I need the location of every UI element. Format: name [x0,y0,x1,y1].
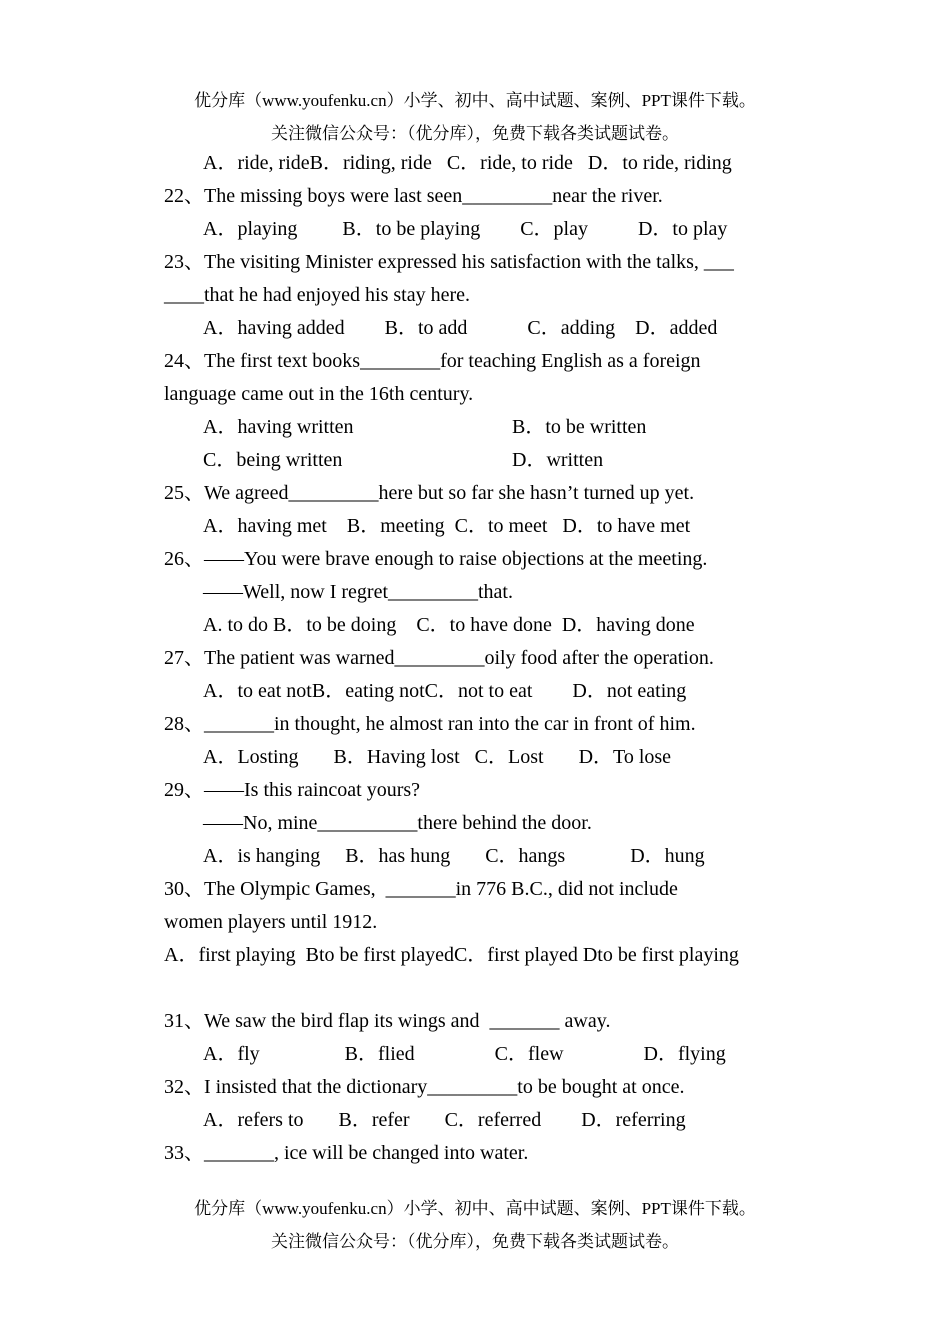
header-line-1: 优分库（www.youfenku.cn）小学、初中、高中试题、案例、PPT课件下载。 [194,91,756,110]
q24-option-c: C．being written [203,449,343,471]
header-line-2: 关注微信公众号：（优分库），免费下载各类试题试卷。 [271,124,679,143]
q24-option-d: D．written [512,449,604,471]
question-content [164,147,804,1170]
q30-stem-line-2: women players until 1912. [164,911,378,933]
q29-options: A．is hanging B．has hung C．hangs D．hung [203,845,705,867]
q28-options: A．Losting B．Having lost C．Lost D．To lose [203,746,672,768]
q24-option-a: A．having written [203,416,354,438]
q23-stem-line-1: 23、The visiting Minister expressed his satisfaction with the talks, ___ [164,251,734,273]
q27-stem: 27、The patient was warned_________oily food after the operation. [164,647,714,669]
q26-stem-line-2: ——Well, now I regret_________that. [203,581,513,603]
q31-options: A．fly B．flied C．flew D．flying [203,1043,726,1065]
q30-stem-line-1: 30、The Olympic Games, _______in 776 B.C., did not include [164,878,678,900]
q22-stem: 22、The missing boys were last seen_________near the river. [164,185,663,207]
q31-stem: 31、We saw the bird flap its wings and _______ away. [164,1010,611,1032]
footer-line-1: 优分库（www.youfenku.cn）小学、初中、高中试题、案例、PPT课件下载。 [194,1199,756,1218]
q24-option-b: B．to be written [512,416,647,438]
q22-options: A．playing B．to be playing C．play D．to play [203,218,728,240]
q30-options: A．first playing Bto be first playedC．first played Dto be first playing [164,944,739,966]
q21-options: A．ride, rideB．riding, ride C．ride, to ride D．to ride, riding [203,152,732,174]
page-footer [0,1192,950,1258]
q24-stem-line-1: 24、The first text books________for teaching English as a foreign [164,350,701,372]
q23-stem-line-2: ____that he had enjoyed his stay here. [164,284,471,306]
q28-stem: 28、_______in thought, he almost ran into the car in front of him. [164,713,696,735]
q24-options-row-1 [164,411,804,444]
q24-stem-line-2: language came out in the 16th century. [164,383,474,405]
q32-options: A．refers to B．refer C．referred D．referring [203,1109,686,1131]
q25-stem: 25、We agreed_________here but so far she hasn’t turned up yet. [164,482,695,504]
q32-stem: 32、I insisted that the dictionary_________to be bought at once. [164,1076,685,1098]
q26-options: A. to do B．to be doing C．to have done D．having done [203,614,695,636]
q24-options-row-2 [164,444,804,477]
page-header [0,84,950,150]
q27-options: A．to eat notB．eating notC．not to eat D．not eating [203,680,687,702]
q33-stem: 33、_______, ice will be changed into water. [164,1142,529,1164]
q29-stem-line-2: ——No, mine__________there behind the door. [203,812,592,834]
q29-stem-line-1: 29、——Is this raincoat yours? [164,779,421,801]
q26-stem-line-1: 26、——You were brave enough to raise objections at the meeting. [164,548,708,570]
footer-line-2: 关注微信公众号：（优分库），免费下载各类试题试卷。 [271,1232,679,1251]
q23-options: A．having added B．to add C．adding D．added [203,317,718,339]
q25-options: A．having met B．meeting C．to meet D．to have met [203,515,691,537]
blank-spacer [164,972,804,1005]
